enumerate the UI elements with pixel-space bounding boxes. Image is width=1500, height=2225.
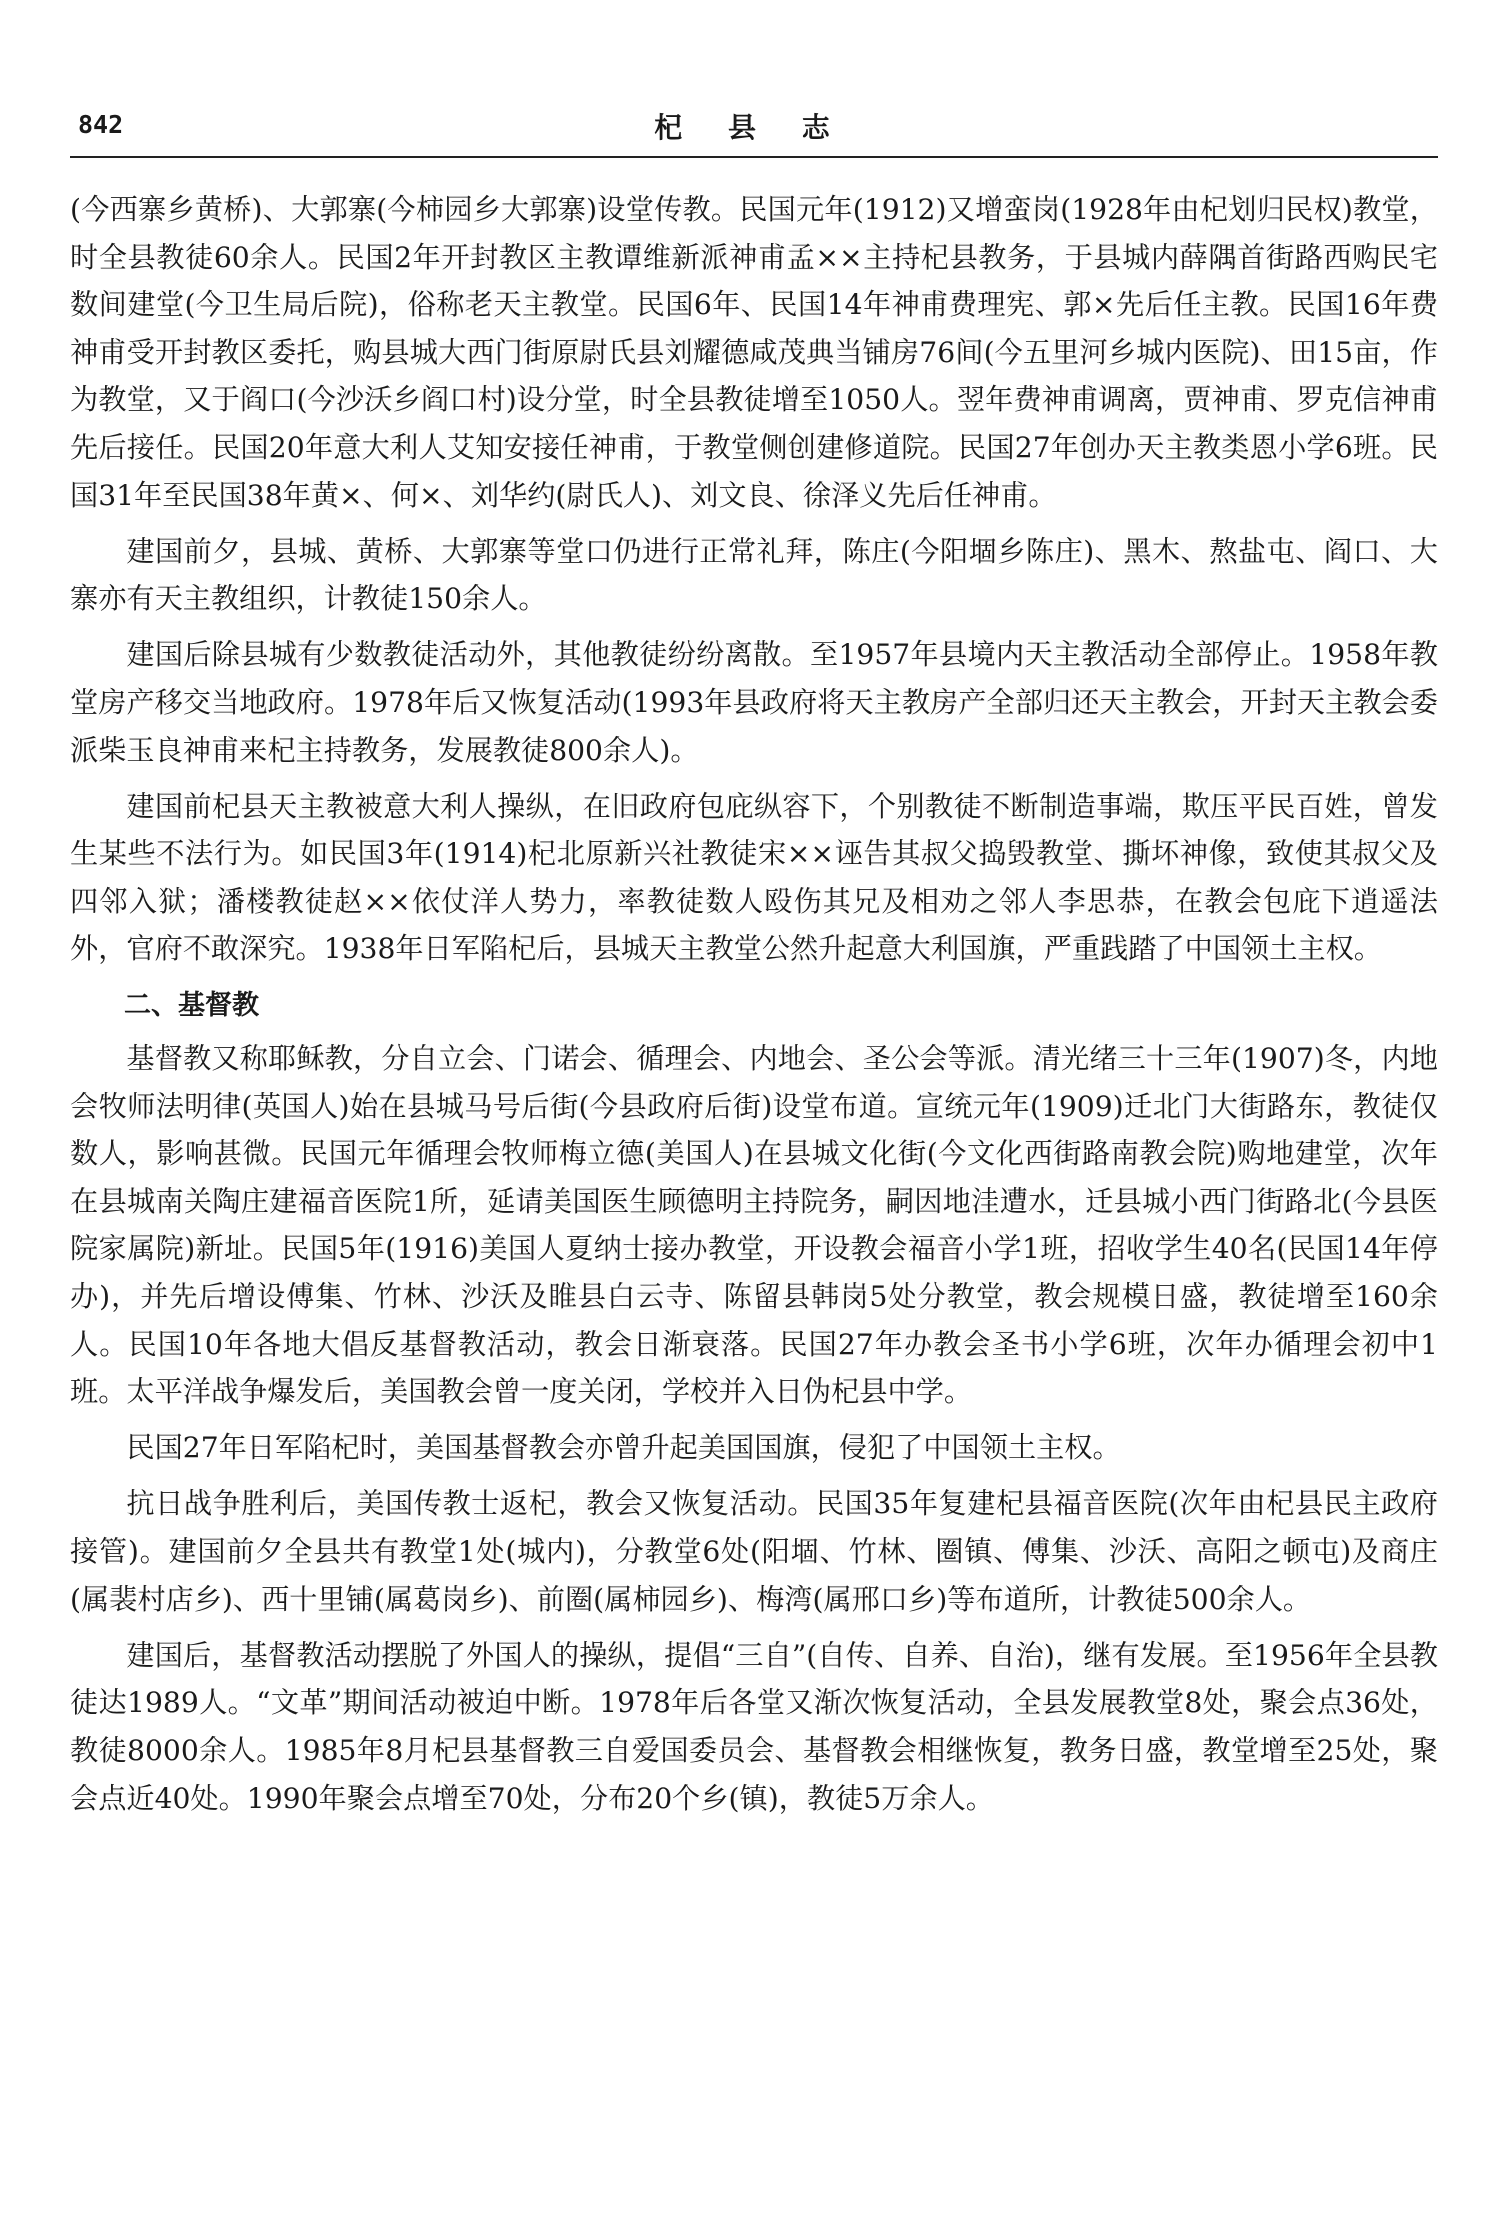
paragraph: 建国后，基督教活动摆脱了外国人的操纵，提倡“三自”(自传、自养、自治)，继有发展。至1956年全县教徒达1989人。“文革”期间活动被迫中断。1978年后各堂又渐次恢复活动，全县发展教堂8处，聚会点36处，教徒8000余人。1985年8月杞县基督教三自爱国委员会、基督教会相继恢复，教务日盛，教堂增至25处，聚会点近40处。1990年聚会点增至70处，分布20个乡(镇)，教徒5万余人。 [70, 1638, 1438, 1815]
body-text [70, 186, 1438, 1831]
paragraph: 建国前夕，县城、黄桥、大郭寨等堂口仍进行正常礼拜，陈庄(今阳堌乡陈庄)、黑木、熬盐屯、阎口、大寨亦有天主教组织，计教徒150余人。 [70, 534, 1438, 616]
paragraph-continued: (今西寨乡黄桥)、大郭寨(今柿园乡大郭寨)设堂传教。民国元年(1912)又增蛮岗(1928年由杞划归民权)教堂，时全县教徒60余人。民国2年开封教区主教谭维新派神甫孟××主持杞县教务，于县城内薛隅首街路西购民宅数间建堂(今卫生局后院)，俗称老天主教堂。民国6年、民国14年神甫费理宪、郭×先后任主教。民国16年费神甫受开封教区委托，购县城大西门街原尉氏县刘耀德咸茂典当铺房76间(今五里河乡城内医院)、田15亩，作为教堂，又于阎口(今沙沃乡阎口村)设分堂，时全县教徒增至1050人。翌年费神甫调离，贾神甫、罗克信神甫先后接任。民国20年意大利人艾知安接任神甫，于教堂侧创建修道院。民国27年创办天主教类恩小学6班。民国31年至民国38年黄×、何×、刘华约(尉氏人)、刘文良、徐泽义先后任神甫。 [70, 193, 1439, 512]
paragraph: 建国前杞县天主教被意大利人操纵，在旧政府包庇纵容下，个别教徒不断制造事端，欺压平民百姓，曾发生某些不法行为。如民国3年(1914)杞北原新兴社教徒宋××诬告其叔父捣毁教堂、撕坏神像，致使其叔父及四邻入狱；潘楼教徒赵××依仗洋人势力，率教徒数人殴伤其兄及相劝之邻人李思恭，在教会包庇下逍遥法外，官府不敢深究。1938年日军陷杞后，县城天主教堂公然升起意大利国旗，严重践踏了中国领土主权。 [70, 789, 1438, 966]
section-heading: 二、基督教 [124, 989, 259, 1021]
header-rule [70, 156, 1438, 158]
page-header [70, 104, 1432, 154]
paragraph: 建国后除县城有少数教徒活动外，其他教徒纷纷离散。至1957年县境内天主教活动全部停止。1958年教堂房产移交当地政府。1978年后又恢复活动(1993年县政府将天主教房产全部归还天主教会，开封天主教会委派柴玉良神甫来杞主持教务，发展教徒800余人)。 [70, 638, 1438, 767]
paragraph: 民国27年日军陷杞时，美国基督教会亦曾升起美国国旗，侵犯了中国领土主权。 [126, 1431, 1121, 1465]
paragraph: 基督教又称耶稣教，分自立会、门诺会、循理会、内地会、圣公会等派。清光绪三十三年(1907)冬，内地会牧师法明律(英国人)始在县城马号后街(今县政府后街)设堂布道。宣统元年(1909)迁北门大街路东，教徒仅数人，影响甚微。民国元年循理会牧师梅立德(美国人)在县城文化街(今文化西街路南教会院)购地建堂，次年在县城南关陶庄建福音医院1所，延请美国医生顾德明主持院务，嗣因地洼遭水，迁县城小西门街路北(今县医院家属院)新址。民国5年(1916)美国人夏纳士接办教堂，开设教会福音小学1班，招收学生40名(民国14年停办)，并先后增设傅集、竹林、沙沃及睢县白云寺、陈留县韩岗5处分教堂，教会规模日盛，教徒增至160余人。民国10年各地大倡反基督教活动，教会日渐衰落。民国27年办教会圣书小学6班，次年办循理会初中1班。太平洋战争爆发后，美国教会曾一度关闭，学校并入日伪杞县中学。 [70, 1042, 1438, 1409]
page-number: 842 [78, 110, 124, 139]
paragraph: 抗日战争胜利后，美国传教士返杞，教会又恢复活动。民国35年复建杞县福音医院(次年由杞县民主政府接管)。建国前夕全县共有教堂1处(城内)，分教堂6处(阳堌、竹林、圈镇、傅集、沙沃、高阳之顿屯)及商庄(属裴村店乡)、西十里铺(属葛岗乡)、前圈(属柿园乡)、梅湾(属邢口乡)等布道所，计教徒500余人。 [70, 1487, 1438, 1616]
running-title: 杞 县 志 [654, 111, 848, 144]
